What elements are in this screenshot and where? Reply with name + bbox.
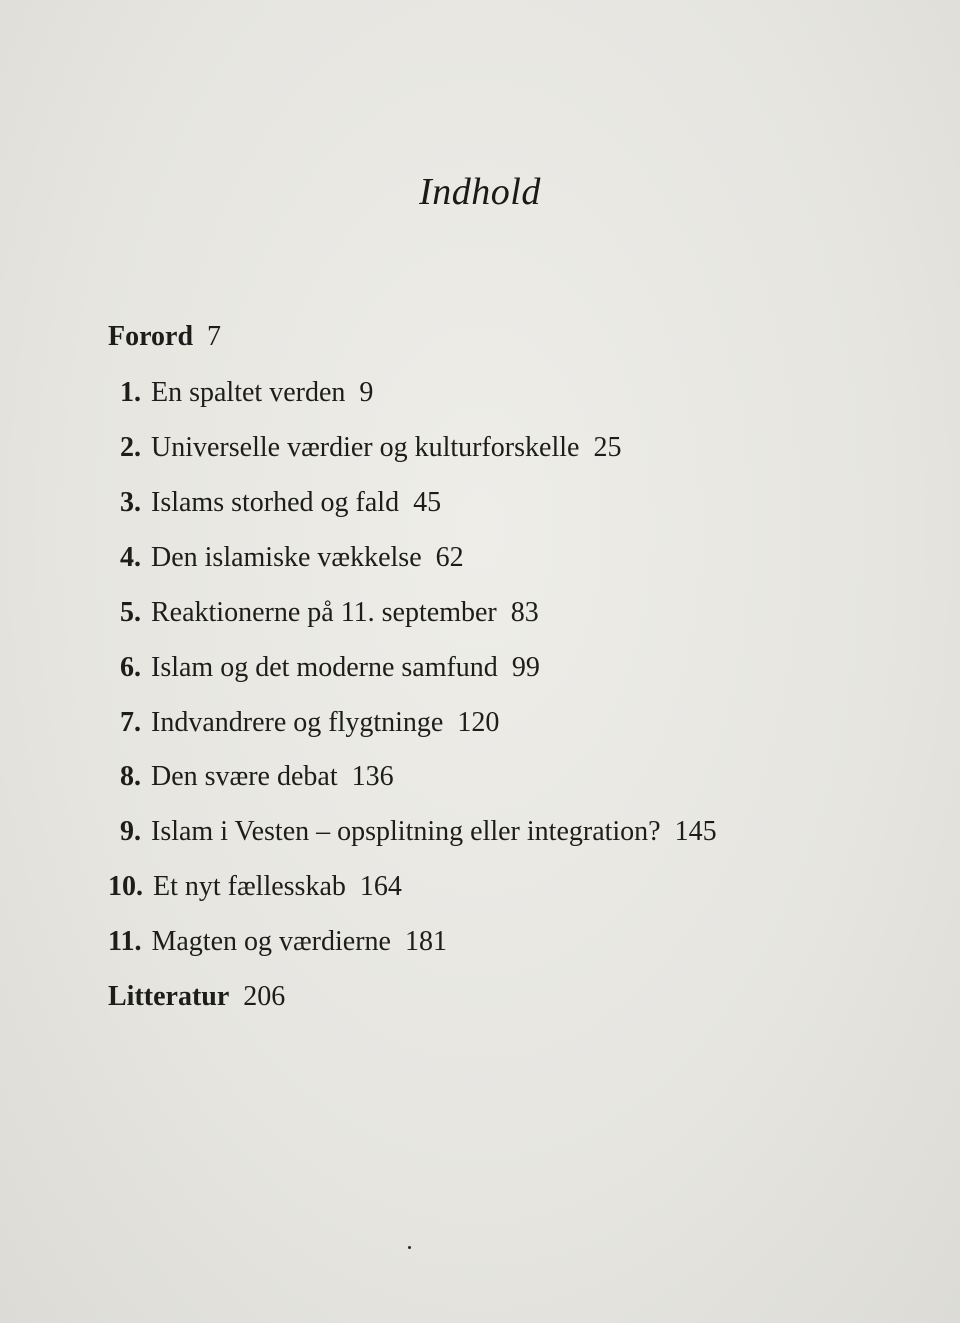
chapter-number: 11.	[108, 926, 142, 957]
toc-entry	[120, 706, 499, 740]
chapter-number: 10.	[108, 871, 143, 902]
chapter-page: 9	[359, 377, 374, 408]
toc-entry-label: Forord	[108, 321, 194, 352]
toc-entry	[120, 431, 621, 465]
chapter-page: 136	[351, 761, 394, 792]
chapter-page: 120	[457, 707, 500, 738]
chapter-number: 6.	[120, 652, 141, 683]
toc-entry-foreword	[108, 320, 221, 354]
chapter-number: 7.	[120, 707, 141, 738]
chapter-page: 62	[435, 542, 464, 573]
chapter-page: 83	[510, 597, 539, 628]
toc-entry-page: 7	[207, 321, 222, 352]
toc-entry	[120, 815, 717, 849]
chapter-number: 2.	[120, 432, 141, 463]
chapter-title: En spaltet verden	[151, 377, 346, 408]
chapter-number: 4.	[120, 542, 141, 573]
chapter-title: Indvandrere og flygtninge	[151, 707, 444, 738]
chapter-title: Et nyt fællesskab	[153, 871, 346, 902]
chapter-title: Islam og det moderne samfund	[151, 652, 498, 683]
chapter-number: 8.	[120, 761, 141, 792]
chapter-title: Islam i Vesten – opsplitning eller integration?	[151, 816, 661, 847]
chapter-title: Islams storhed og fald	[151, 487, 400, 518]
chapter-page: 164	[359, 871, 402, 902]
chapter-page: 145	[674, 816, 717, 847]
ink-speck	[408, 1246, 411, 1249]
chapter-title: Den islamiske vækkelse	[151, 542, 422, 573]
toc-entry	[120, 651, 540, 685]
chapter-title: Magten og værdierne	[151, 926, 391, 957]
chapter-page: 25	[593, 432, 622, 463]
chapter-page: 181	[404, 926, 447, 957]
chapter-title: Reaktionerne på 11. september	[151, 597, 497, 628]
toc-entry	[120, 760, 394, 794]
toc-entry	[120, 486, 441, 520]
toc-entry-page: 206	[243, 981, 286, 1012]
toc-entry	[120, 376, 373, 410]
toc-entry	[108, 925, 447, 959]
chapter-page: 99	[511, 652, 540, 683]
toc-entry	[120, 596, 539, 630]
toc-entry	[108, 870, 402, 904]
chapter-number: 1.	[120, 377, 141, 408]
toc-entry-bibliography	[108, 980, 285, 1014]
toc-entry-label: Litteratur	[108, 981, 230, 1012]
chapter-number: 3.	[120, 487, 141, 518]
toc-entry	[120, 541, 464, 575]
chapter-title: Universelle værdier og kulturforskelle	[151, 432, 580, 463]
chapter-title: Den svære debat	[151, 761, 338, 792]
page-title: Indhold	[419, 171, 541, 213]
chapter-number: 5.	[120, 597, 141, 628]
chapter-number: 9.	[120, 816, 141, 847]
chapter-page: 45	[413, 487, 442, 518]
